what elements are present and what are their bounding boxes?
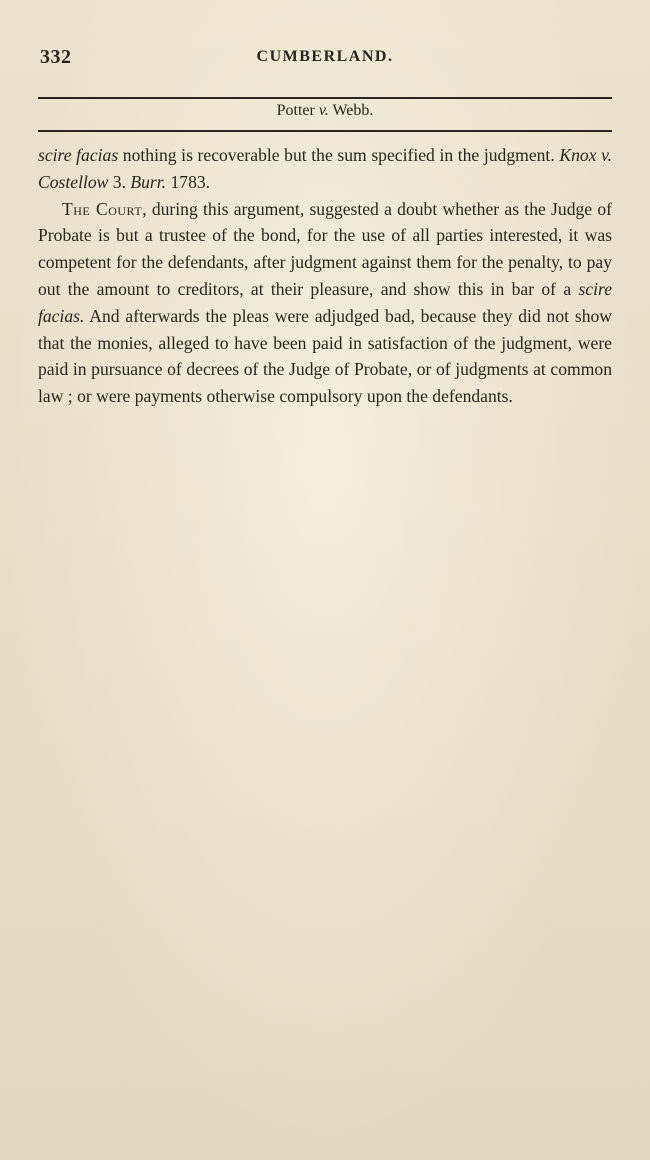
- header-rule-top: [38, 97, 612, 99]
- header-rule-bottom: [38, 130, 612, 132]
- text-run: And afterwards the pleas were adjudged bad, because they did not show that the monies, alleged to have been paid in satisfaction of the judgment, were paid in pursuance of decrees of the Judge of Probate, or of judgments at common law ; or were payments otherwise compulsory upon the defendants.: [38, 305, 612, 407]
- text-italic: scire facias: [38, 145, 119, 165]
- page-header: [38, 44, 612, 74]
- body-text: [38, 142, 612, 410]
- page-number: 332: [40, 46, 72, 68]
- running-head: CUMBERLAND.: [256, 48, 394, 65]
- case-title: [38, 102, 612, 120]
- text-small-caps: The Court: [62, 198, 143, 219]
- text-run: 1783.: [166, 171, 211, 192]
- paragraph-1: [38, 142, 612, 196]
- text-italic: scire facias.: [38, 278, 612, 326]
- paragraph-2: [38, 196, 612, 410]
- reporter-abbreviation: Burr.: [130, 171, 167, 192]
- case-versus: v.: [318, 102, 329, 119]
- text-run: , during this argument, suggested a doubt whether as the Judge of Probate is but a trustee of the bond, for the use of all parties interested, it was competent for the defendants, after judgment against them for the penalty, to pay out the amount to creditors, at their pleasure, and show this in bar of a: [38, 198, 612, 299]
- case-plaintiff: Potter: [276, 102, 315, 119]
- text-run: 3.: [108, 171, 131, 192]
- case-citation-name: Knox v. Costellow: [38, 145, 612, 192]
- text-run: nothing is recoverable but the sum specified in the judgment.: [118, 145, 560, 165]
- case-defendant: Webb.: [332, 102, 374, 119]
